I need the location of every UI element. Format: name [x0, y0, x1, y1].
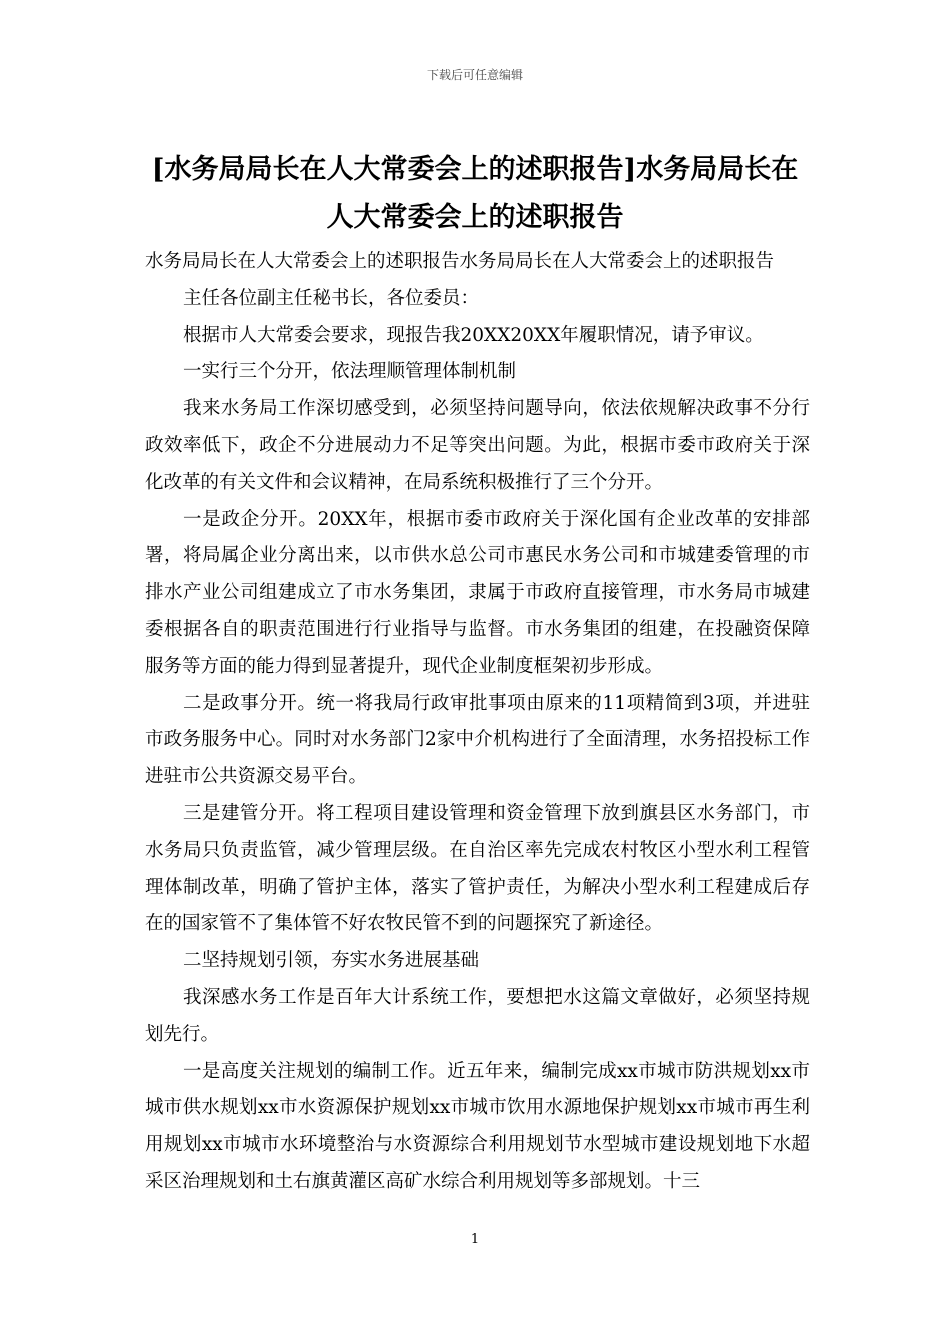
- document-title: [水务局局长在人大常委会上的述职报告]水务局局长在人大常委会上的述职报告: [151, 154, 799, 233]
- section-heading: 二坚持规划引领，夯实水务进展基础: [183, 950, 480, 972]
- body-paragraph: 我深感水务工作是百年大计系统工作，要想把水这篇文章做好，必须坚持规划先行。: [145, 986, 810, 1045]
- document-body: [145, 244, 810, 1201]
- body-paragraph: 一是高度关注规划的编制工作。近五年来，编制完成xx市城市防洪规划xx市城市供水规划xx市水资源保护规划xx市城市饮用水源地保护规划xx市城市再生利用规划xx市城市水环境整治与水资源综合利用规划节水型城市建设规划地下水超采区治理规划和土右旗黄灌区高矿水综合利用规划等多部规划。十三: [145, 1060, 810, 1192]
- header-note: 下载后可任意编辑: [426, 68, 523, 82]
- page-number: 1: [470, 1232, 480, 1247]
- body-paragraph: 主任各位副主任秘书长，各位委员：: [183, 287, 480, 309]
- body-paragraph: 我来水务局工作深切感受到，必须坚持问题导向，依法依规解决政事不分行政效率低下，政企不分进展动力不足等突出问题。为此，根据市委市政府关于深化改革的有关文件和会议精神，在局系统积极推行了三个分开。: [145, 398, 810, 493]
- body-paragraph: 三是建管分开。将工程项目建设管理和资金管理下放到旗县区水务部门，市水务局只负责监管，减少管理层级。在自治区率先完成农村牧区小型水利工程管理体制改革，明确了管护主体，落实了管护责任，为解决小型水利工程建成后存在的国家管不了集体管不好农牧民管不到的问题探究了新途径。: [145, 802, 810, 935]
- body-paragraph: 二是政事分开。统一将我局行政审批事项由原来的11项精简到3项，并进驻市政务服务中心。同时对水务部门2家中介机构进行了全面清理，水务招投标工作进驻市公共资源交易平台。: [145, 692, 810, 788]
- section-heading: 一实行三个分开，依法理顺管理体制机制: [183, 361, 517, 383]
- body-paragraph: 根据市人大常委会要求，现报告我20XX20XX年履职情况，请予审议。: [183, 324, 764, 346]
- body-paragraph: 一是政企分开。20XX年，根据市委市政府关于深化国有企业改革的安排部署，将局属企业分离出来，以市供水总公司市惠民水务公司和市城建委管理的市排水产业公司组建成立了市水务集团，隶属于市政府直接管理，市水务局市城建委根据各自的职责范围进行行业指导与监督。市水务集团的组建，在投融资保障服务等方面的能力得到显著提升，现代企业制度框架初步形成。: [145, 508, 810, 677]
- body-paragraph: 水务局局长在人大常委会上的述职报告水务局局长在人大常委会上的述职报告: [145, 251, 775, 272]
